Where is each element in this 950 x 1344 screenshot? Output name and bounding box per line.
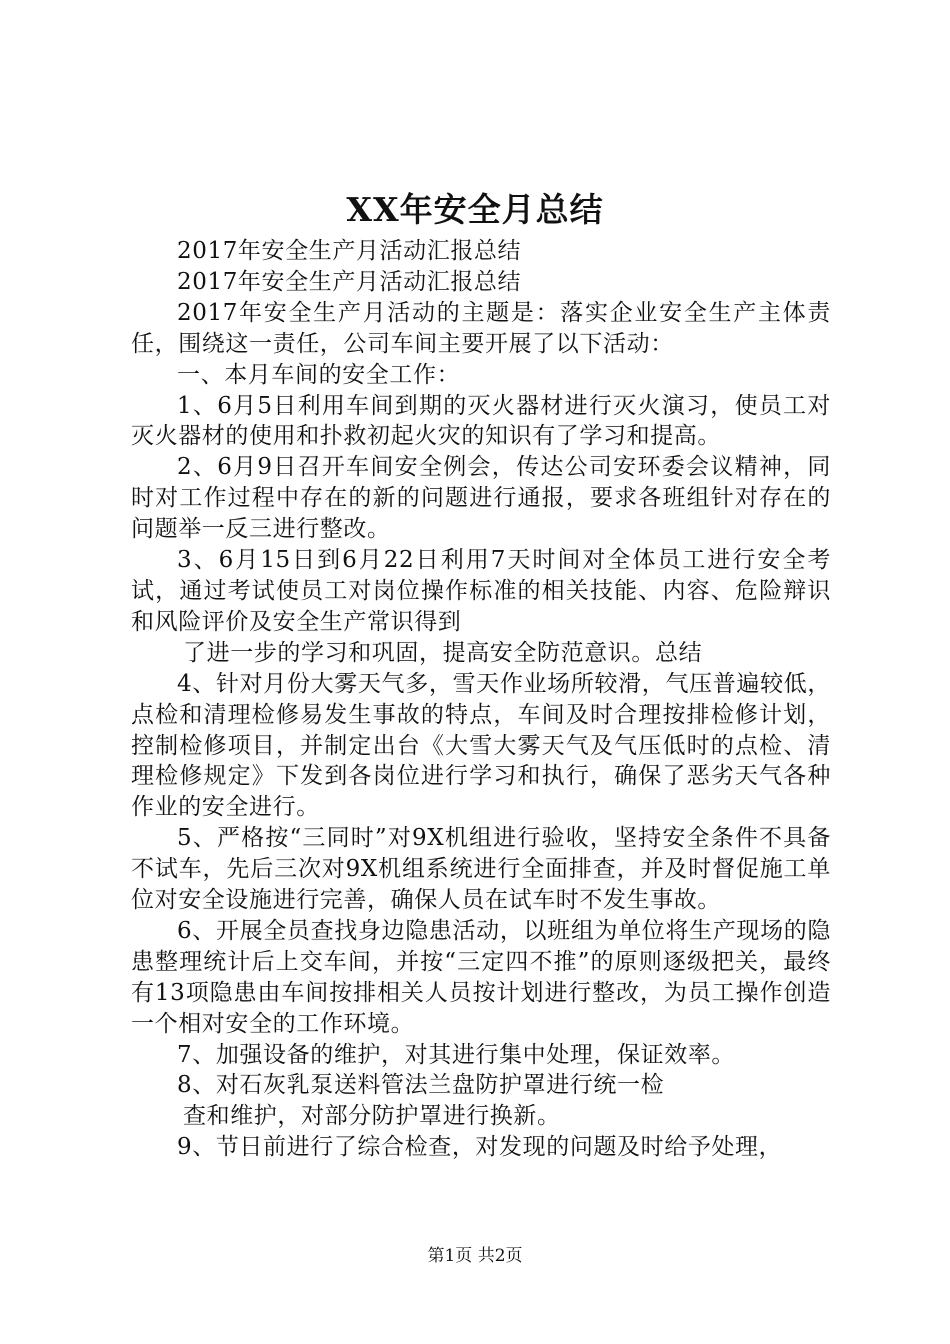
paragraph-12: 7、加强设备的维护，对其进行集中处理，保证效率。 [177, 1041, 736, 1068]
page-footer: 第1页 共2页 [427, 1246, 523, 1266]
paragraph-1: 2017年安全生产月活动汇报总结 [177, 238, 522, 264]
paragraph-15: 9、节日前进行了综合检查，对发现的问题及时给予处理， [177, 1134, 783, 1161]
paragraph-4: 一、本月车间的安全工作： [177, 361, 461, 388]
paragraph-10: 5、严格按“三同时”对9X机组进行验收，坚持安全条件不具备不试车，先后三次对9X机组系统进行全面排查，并及时督促施工单位对安全设施进行完善，确保人员在试车时不发生事故。 [131, 825, 831, 914]
paragraph-7: 3、6月15日到6月22日利用7天时间对全体员工进行安全考试，通过考试使员工对岗位操作标准的相关技能、内容、危险辩识和风险评价及安全生产常识得到 [131, 547, 831, 635]
paragraph-11: 6、开展全员查找身边隐患活动，以班组为单位将生产现场的隐患整理统计后上交车间，并按“三定四不推”的原则逐级把关，最终有13项隐患由车间按排相关人员按计划进行整改，为员工操作创造一个相对安全的工作环境。 [131, 917, 831, 1037]
paragraph-14: 查和维护，对部分防护罩进行换新。 [183, 1103, 561, 1130]
paragraph-2: 2017年安全生产月活动汇报总结 [177, 268, 522, 295]
document-body [131, 236, 831, 1163]
paragraph-9: 4、针对月份大雾天气多，雪天作业场所较滑，气压普遍较低，点检和清理检修易发生事故的特点，车间及时合理按排检修计划，控制检修项目，并制定出台《大雪大雾天气及气压低时的点检、清理检修规定》下发到各岗位进行学习和执行，确保了恶劣天气各种作业的安全进行。 [131, 670, 831, 821]
paragraph-6: 2、6月9日召开车间安全例会，传达公司安环委会议精神，同时对工作过程中存在的新的问题进行通报，要求各班组针对存在的问题举一反三进行整改。 [131, 454, 831, 543]
paragraph-8: 了进一步的学习和巩固，提高安全防范意识。总结 [183, 639, 703, 666]
paragraph-13: 8、对石灰乳泵送料管法兰盘防护罩进行统一检 [177, 1072, 665, 1099]
paragraph-3: 2017年安全生产月活动的主题是：落实企业安全生产主体责任，围绕这一责任，公司车间主要开展了以下活动： [131, 299, 831, 357]
document-title: XX年安全月总结 [346, 190, 604, 229]
paragraph-5: 1、6月5日利用车间到期的灭火器材进行灭火演习，使员工对灭火器材的使用和扑救初起火灾的知识有了学习和提高。 [131, 392, 831, 450]
